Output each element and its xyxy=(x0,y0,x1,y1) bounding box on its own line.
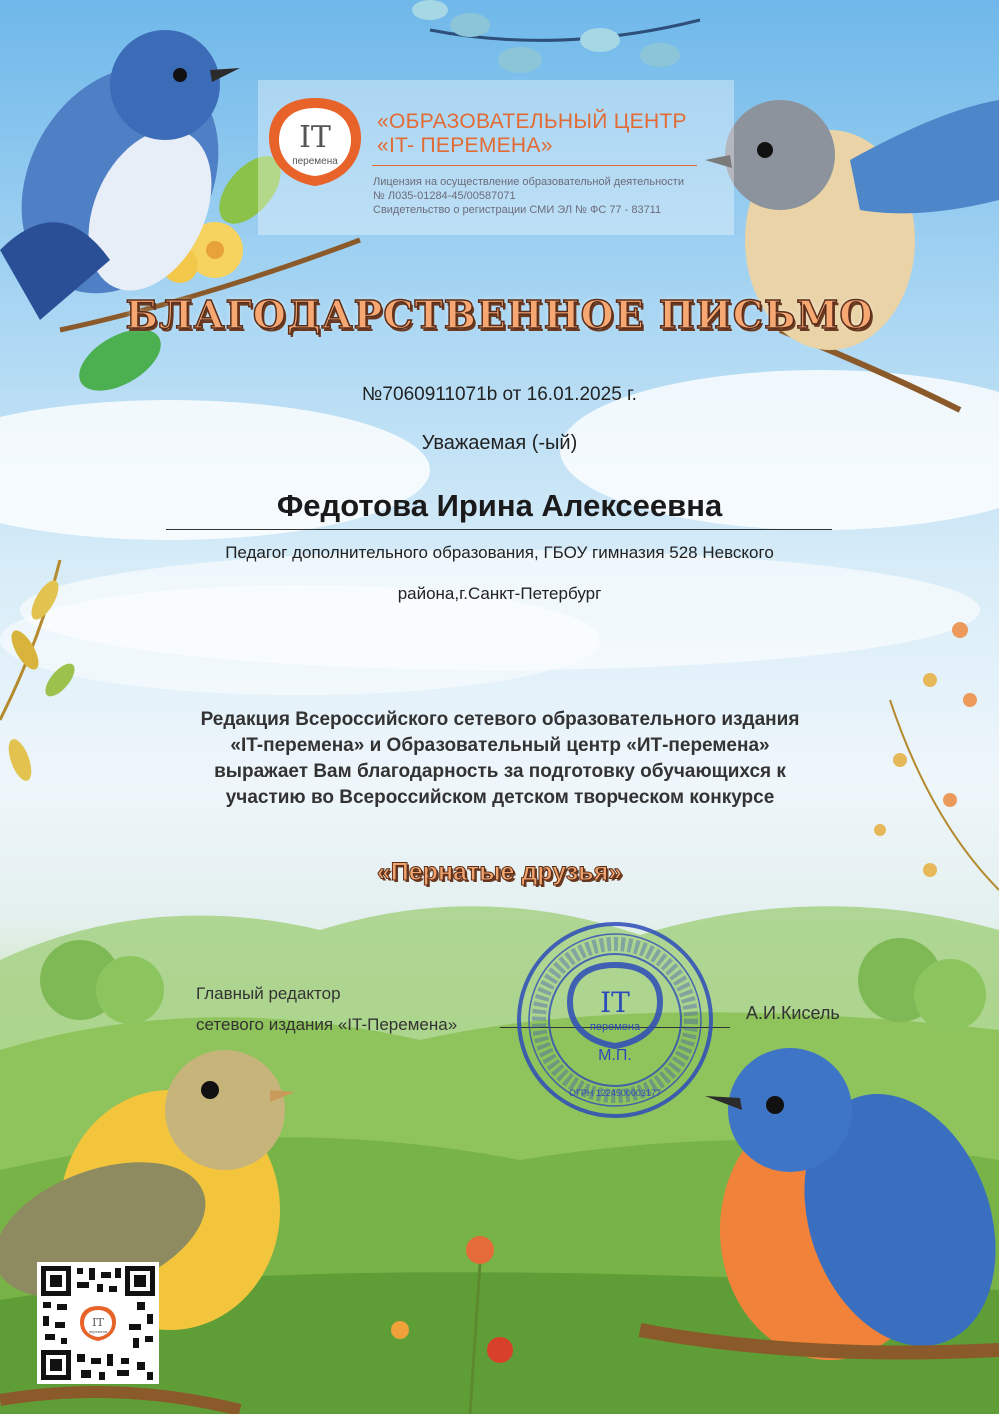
contest-name: «Пернатые друзья» xyxy=(376,858,623,886)
stamp-mark: М.П. xyxy=(598,1047,632,1064)
license-number: № Л035-01284-45/00587071 xyxy=(373,190,516,202)
stamp-ogrn: ОГРН 1224500003177 xyxy=(569,1088,661,1098)
stamp-logo-subtext: перемена xyxy=(589,1021,641,1033)
editor-role-line-2: сетевого издания «IT-Перемена» xyxy=(196,1015,458,1034)
stamp-logo-text: IT xyxy=(600,986,630,1019)
it-peremena-logo xyxy=(265,92,365,192)
certificate-title: БЛАГОДАРСТВЕННОЕ ПИСЬМО xyxy=(125,292,874,337)
document-number-date: №7060911071b от 16.01.2025 г. xyxy=(362,384,637,405)
blue-bird-illustration xyxy=(0,30,258,329)
license-info xyxy=(373,175,684,217)
official-stamp xyxy=(515,920,715,1120)
gratitude-line: «IT-перемена» и Образовательный центр «ИТ-перемена» xyxy=(230,735,770,756)
editor-role-line-1: Главный редактор xyxy=(196,984,341,1003)
org-name-line-1: «ОБРАЗОВАТЕЛЬНЫЙ ЦЕНТР xyxy=(377,110,687,133)
license-line: Лицензия на осуществление образовательной деятельности xyxy=(373,176,684,188)
recipient-name: Федотова Ирина Алексеевна xyxy=(276,488,723,523)
logo-text: IT xyxy=(299,120,331,155)
recipient-underline xyxy=(166,529,832,530)
greeting: Уважаемая (-ый) xyxy=(421,432,578,454)
qr-code[interactable] xyxy=(37,1262,159,1384)
gratitude-text xyxy=(150,707,850,811)
org-divider xyxy=(372,165,697,166)
recipient-position-line-2: района,г.Санкт-Петербург xyxy=(397,584,602,603)
recipient-position-line-1: Педагог дополнительного образования, ГБОУ гимназия 528 Невского xyxy=(225,543,774,562)
logo-subtext: перемена xyxy=(292,156,338,167)
org-name-line-2: «IT- ПЕРЕМЕНА» xyxy=(377,134,553,157)
qr-pattern xyxy=(37,1262,159,1384)
gratitude-line: Редакция Всероссийского сетевого образовательного издания xyxy=(200,709,800,730)
qr-logo-subtext: перемена xyxy=(88,1329,108,1334)
registration-info: Свидетельство о регистрации СМИ ЭЛ № ФС 77 - 83711 xyxy=(373,204,662,216)
gratitude-line: выражает Вам благодарность за подготовку обучающихся к xyxy=(214,761,786,782)
organization-name xyxy=(377,110,687,158)
editor-name: А.И.Кисель xyxy=(746,1003,840,1023)
gratitude-line: участию во Всероссийском детском творческом конкурсе xyxy=(225,787,775,808)
qr-logo-text: IT xyxy=(92,1316,104,1329)
